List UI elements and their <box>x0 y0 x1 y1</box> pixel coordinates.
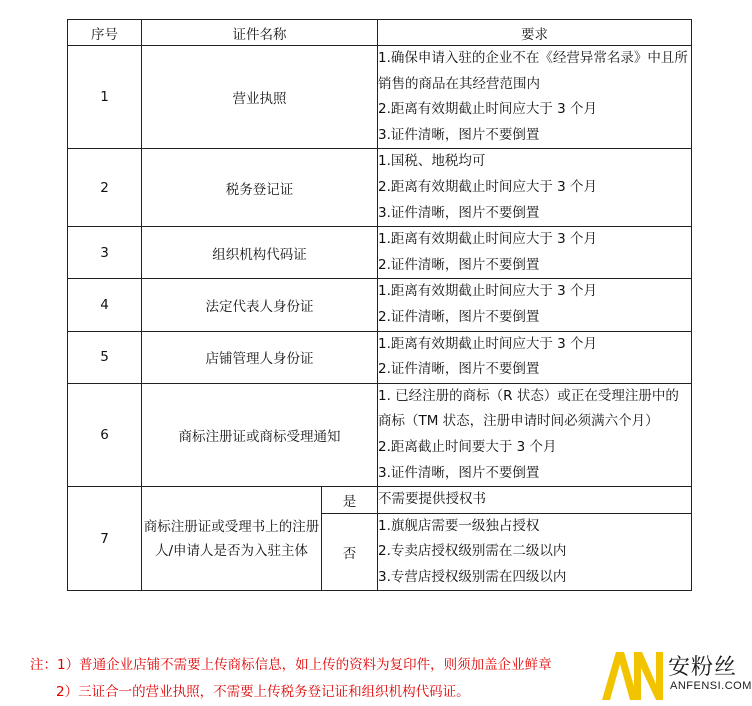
requirement-line: 1.旗舰店需要一级独占授权 <box>378 517 540 534</box>
row-number: 6 <box>68 383 142 486</box>
footnote-1: 注：1）普通企业店铺不需要上传商标信息，如上传的资料为复印件，则须加盖企业鲜章 <box>30 657 552 673</box>
table-row <box>68 383 692 486</box>
watermark-domain: ANFENSI.COM <box>670 680 752 692</box>
row-number: 2 <box>68 149 142 227</box>
requirement-cell <box>378 227 692 279</box>
row-number: 1 <box>68 46 142 149</box>
requirement-line: 2.距离有效期截止时间应大于 3 个月 <box>378 101 598 118</box>
requirement-line: 2.证件清晰，图片不要倒置 <box>378 361 540 378</box>
requirement-line: 1.国税、地税均可 <box>378 153 486 170</box>
requirement-line: 2.证件清晰，图片不要倒置 <box>378 256 540 273</box>
answer-yes: 是 <box>322 487 378 514</box>
requirement-cell <box>378 46 692 149</box>
document-name: 店铺管理人身份证 <box>142 331 378 383</box>
requirement-cell <box>378 279 692 331</box>
footnotes <box>30 652 650 706</box>
requirement-line: 2.距离有效期截止时间应大于 3 个月 <box>378 178 598 195</box>
requirement-line: 1.距离有效期截止时间应大于 3 个月 <box>378 231 598 248</box>
document-name: 商标注册证或商标受理通知 <box>142 383 378 486</box>
header-name: 证件名称 <box>142 20 378 46</box>
row-number: 3 <box>68 227 142 279</box>
requirement-line: 3.证件清晰，图片不要倒置 <box>378 464 540 481</box>
requirement-line: 1.确保申请入驻的企业不在《经营异常名录》中且所销售的商品在其经营范围内 <box>378 50 688 92</box>
requirement-cell <box>378 487 692 514</box>
watermark-site-name: 安粉丝 <box>668 655 738 680</box>
requirement-line: 3.证件清晰，图片不要倒置 <box>378 126 540 143</box>
requirement-line: 2.专卖店授权级别需在二级以内 <box>378 543 567 560</box>
table-row <box>68 46 692 149</box>
table-row <box>68 227 692 279</box>
table-row <box>68 331 692 383</box>
row-number: 5 <box>68 331 142 383</box>
requirement-line: 3.证件清晰，图片不要倒置 <box>378 204 540 221</box>
requirement-cell <box>378 149 692 227</box>
requirement-line: 1. 已经注册的商标（R 状态）或正在受理注册中的商标（TM 状态，注册申请时间必须满六个月） <box>378 387 679 430</box>
table-row <box>68 279 692 331</box>
requirement-cell <box>378 331 692 383</box>
answer-no: 否 <box>322 513 378 591</box>
header-req: 要求 <box>378 20 692 46</box>
table-row <box>68 487 692 514</box>
footnote-2: 2）三证合一的营业执照，不需要上传税务登记证和组织机构代码证。 <box>56 684 470 700</box>
document-name: 法定代表人身份证 <box>142 279 378 331</box>
anfensi-logo-icon <box>600 648 664 702</box>
requirement-line: 2.距离截止时间要大于 3 个月 <box>378 438 557 455</box>
watermark <box>600 648 752 703</box>
requirement-cell <box>378 383 692 486</box>
row-number: 7 <box>68 487 142 591</box>
requirement-line: 1.距离有效期截止时间应大于 3 个月 <box>378 283 598 300</box>
document-name: 组织机构代码证 <box>142 227 378 279</box>
document-name: 税务登记证 <box>142 149 378 227</box>
header-no: 序号 <box>68 20 142 46</box>
requirements-table <box>67 19 692 591</box>
table-row <box>68 149 692 227</box>
header-row <box>68 20 692 46</box>
requirement-line: 2.证件清晰，图片不要倒置 <box>378 308 540 325</box>
requirement-line: 3.专营店授权级别需在四级以内 <box>378 568 567 585</box>
requirement-line: 不需要提供授权书 <box>378 491 486 508</box>
document-name: 营业执照 <box>142 46 378 149</box>
authorization-question: 商标注册证或受理书上的注册人/申请人是否为入驻主体 <box>142 487 322 591</box>
requirement-cell <box>378 513 692 591</box>
row-number: 4 <box>68 279 142 331</box>
requirement-line: 1.距离有效期截止时间应大于 3 个月 <box>378 335 598 352</box>
